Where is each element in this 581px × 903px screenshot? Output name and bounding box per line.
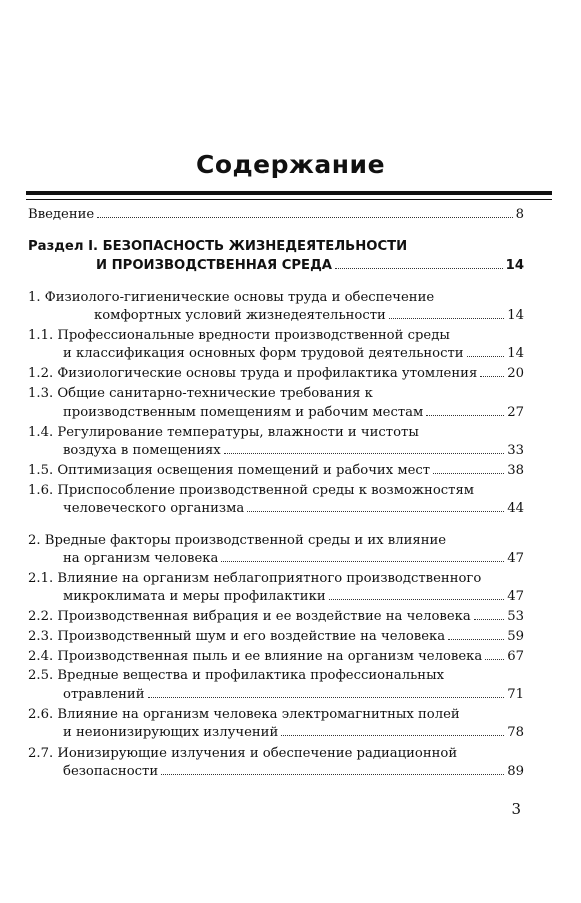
toc-entry-page: 67 [507,649,524,664]
toc-entry-page: 27 [507,405,524,420]
toc-dot-leader [97,216,512,218]
toc-entry-page: 78 [507,725,524,740]
page-title: Содержание [195,150,386,179]
toc-entry [28,386,373,402]
toc-entry [28,668,444,684]
toc-entry-title: 1.5. Оптимизация освещения помещений и рабочих мест [28,463,431,478]
toc-dot-leader [485,658,504,660]
toc-entry [28,629,524,645]
toc-entry-title: 1.2. Физиологические основы труда и профилактика утомления [28,366,478,381]
toc-entry-title: и классификация основных форм трудовой деятельности [63,346,464,361]
toc-entry-title: 2. Вредные факторы производственной среды и их влияние [28,533,447,548]
toc-entry-page: 14 [507,346,524,361]
toc-entry-title: 2.2. Производственная вибрация и ее воздействие на человека [28,609,471,624]
toc-entry [28,746,457,762]
toc-entry [28,483,474,499]
toc-entry [28,649,524,665]
toc-entry-page: 14 [505,258,524,273]
toc-entry [28,207,524,223]
toc-entry [94,308,524,324]
toc-entry [28,463,524,479]
toc-entry-title: и неионизирующих излучений [63,725,279,740]
toc-entry-title: И ПРОИЗВОДСТВЕННАЯ СРЕДА [96,258,333,273]
toc-entry [63,725,524,741]
toc-entry-title: на организм человека [63,551,219,566]
toc-dot-leader [221,560,504,562]
toc-entry-title: 1.6. Приспособление производственной среды к возможностям [28,483,475,498]
toc-entry-page: 20 [507,366,524,381]
toc-entry [63,405,524,421]
toc-entry-title: 1.1. Профессиональные вредности производственной среды [28,328,450,343]
toc-dot-leader [474,618,504,620]
toc-dot-leader [335,267,503,269]
toc-entry-page: 89 [507,764,524,779]
toc-entry-title: человеческого организма [63,501,245,516]
toc-entry [28,425,419,441]
toc-entry [63,501,524,517]
toc-dot-leader [467,355,505,357]
toc-dot-leader [426,414,504,416]
toc-entry-title: отравлений [63,687,145,702]
toc-entry [28,609,524,625]
toc-entry-title: 2.7. Ионизирующие излучения и обеспечение радиационной [28,746,458,761]
toc-entry-page: 38 [507,463,524,478]
toc-entry-title: 2.1. Влияние на организм неблагоприятного производственного [28,571,482,586]
toc-dot-leader [480,375,504,377]
toc-entry [28,239,407,255]
toc-entry-page: 44 [507,501,524,516]
toc-entry-page: 8 [515,207,524,222]
toc-entry [63,346,524,362]
toc-dot-leader [448,638,504,640]
toc-dot-leader [433,472,504,474]
toc-entry-title: 1.3. Общие санитарно-технические требования к [28,386,373,401]
page-number: 3 [511,800,521,818]
toc-entry-title: 1.4. Регулирование температуры, влажности и чистоты [28,425,419,440]
toc-entry-page: 59 [507,629,524,644]
toc-entry [28,328,450,344]
toc-entry-title: воздуха в помещениях [63,443,221,458]
toc-entry [96,258,524,274]
toc-dot-leader [247,510,504,512]
toc-entry-page: 33 [507,443,524,458]
toc-entry-title: 2.3. Производственный шум и его воздействие на человека [28,629,446,644]
toc-entry-title: комфортных условий жизнедеятельности [94,308,386,323]
toc-entry-title: Введение [28,207,95,222]
toc-entry [28,533,446,549]
toc-entry-title: 2.4. Производственная пыль и ее влияние на организм человека [28,649,483,664]
toc-entry-page: 71 [507,687,524,702]
toc-dot-leader [389,317,504,319]
toc-dot-leader [148,696,505,698]
toc-entry [28,707,460,723]
toc-dot-leader [329,598,505,600]
toc-entry [28,290,434,306]
toc-entry-title: безопасности [63,764,159,779]
toc-entry [63,687,524,703]
toc-entry [63,443,524,459]
toc-entry [63,589,524,605]
toc-entry-title: производственным помещениям и рабочим местам [63,405,424,420]
toc-entry-title: 2.6. Влияние на организм человека электромагнитных полей [28,707,460,722]
toc-entry [28,366,524,382]
toc-entry-page: 47 [507,551,524,566]
toc-dot-leader [161,773,504,775]
toc-entry-title: микроклимата и меры профилактики [63,589,326,604]
toc-entry-page: 47 [507,589,524,604]
toc-dot-leader [281,734,504,736]
toc-entry-title: 1. Физиолого-гигиенические основы труда и обеспечение [28,290,435,305]
toc-dot-leader [224,452,504,454]
toc-entry [63,764,524,780]
toc-entry-title: Раздел I. БЕЗОПАСНОСТЬ ЖИЗНЕДЕЯТЕЛЬНОСТИ [28,239,408,254]
toc-entry-page: 53 [507,609,524,624]
toc-entry-page: 14 [507,308,524,323]
toc-entry-title: 2.5. Вредные вещества и профилактика профессиональных [28,668,445,683]
toc-entry [63,551,524,567]
toc-entry [28,571,481,587]
